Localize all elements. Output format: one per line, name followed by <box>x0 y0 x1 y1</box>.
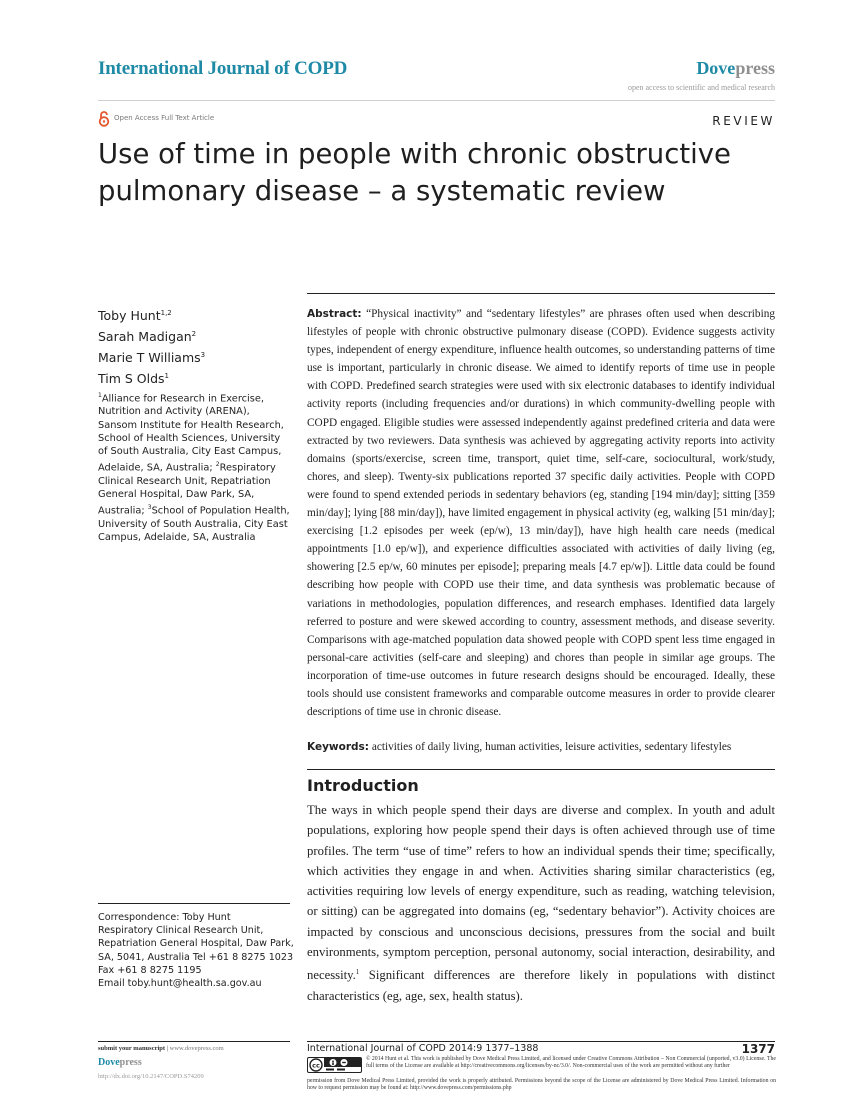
creative-commons-icon[interactable] <box>307 1057 362 1073</box>
open-access-icon <box>98 111 110 127</box>
license-text: © 2014 Hunt et al. This work is published by Dove Medical Press Limited, and licensed under Creative Commons Attribution – Non Commercial (unported, v3.0) License. The full terms of the License are available at http://creativecommons.org/licenses/by-nc/3.0/. Non-commercial uses of the work are permitted without any further <box>366 1056 776 1070</box>
correspondence-email[interactable]: Email toby.hunt@health.sa.gov.au <box>98 978 262 990</box>
author: Tim S Olds$^1$ <box>98 371 170 387</box>
svg-text:cc: cc <box>312 1061 320 1070</box>
journal-name[interactable]: International Journal of COPD <box>98 58 348 79</box>
affiliations: $^1$Alliance for Research in Exercise, Nutrition and Activity (ARENA), Sansom Institute for Health Research, School of Health Sciences, University of South Australia, City East Campus, Adelaide, SA, Australia; $^2$Respiratory Clinical Research Unit, Repatriation General Hospital, Daw Park, SA, Australia; $^3$School of Population Health, University of South Australia, City East Campus, Adelaide, SA, Australia <box>98 392 290 543</box>
keywords-label: Keywords: <box>307 741 369 753</box>
abstract-top-divider <box>307 293 775 294</box>
abstract-label: Abstract: <box>307 308 362 320</box>
introduction-divider <box>307 769 775 770</box>
footer-publisher-logo[interactable]: Dovepress <box>98 1057 142 1068</box>
journal-citation: International Journal of COPD 2014:9 1377–1388 <box>307 1043 539 1054</box>
publisher-logo-press: press <box>735 58 775 78</box>
correspondence-divider <box>98 903 290 904</box>
author-list <box>98 304 205 389</box>
article-type: REVIEW <box>712 114 775 128</box>
keywords <box>307 738 775 756</box>
abstract <box>307 305 775 721</box>
author: Toby Hunt$^{1,2}$ <box>98 308 172 324</box>
license-text-continued: permission from Dove Medical Press Limited, provided the work is properly attributed. Permissions beyond the scope of the License are administered by Dove Medical Press Limited. Information on how to request permission may be found at: http://www.dovepress.com/permissions.php <box>307 1078 776 1092</box>
publisher-tagline: open access to scientific and medical research <box>627 83 775 92</box>
abstract-text: “Physical inactivity” and “sedentary lifestyles” are phrases often used when describing lifestyles of people with chronic obstructive pulmonary disease (COPD). Evidence suggests activity types, independent of energy expenditure, influence health outcomes, so understanding patterns of time use is important, particularly in chronic disease. We aimed to identify reports of time use in people with COPD. Predefined search strategies were used with six electronic databases to identify individual activity reports (including frequencies and/or durations) in which community-dwelling people with COPD engaged. Eligible studies were assessed independently against predefined criteria and data were extracted by two reviewers. Data synthesis was achieved by aggregating activity reports into activity domains (sports/exercise, screen time, transport, quiet time, self-care, sociocultural, work/study, chores, and sleep). Twenty-six publications reported 37 specific daily activities. People with COPD were found to spend extended periods in sedentary behaviors (eg, standing [194 min/day]; sitting [359 min/day]; lying [88 min/day]), have limited engagement in physical activity (eg, walking [51 min/day]; exercising [1.2 episodes per week (ep/w), 13 min/day]), have high health care needs (medical appointments [1.0 ep/w]), and experience difficulties associated with activities of daily living (eg, showering [2.5 ep/w, 60 minutes per episode]; preparing meals [4.7 ep/w]). Little data could be found describing how people with COPD use their time, and data synthesis was problematic because of variations in methodologies, population differences, and research emphases. Identified data largely referred to posture and were skewed according to country, assessment methods, and disease severity. Comparisons with age-matched population data showed people with COPD spent less time engaged in personal-care activities (self-care and sleeping) and chores than people in similar age groups. The incorporation of time-use outcomes in future research designs should be encouraged. Ideally, these tools should use consistent frameworks and comparable outcome measures in order to provide clearer descriptions of time use in chronic disease. <box>307 308 776 719</box>
page-number: 1377 <box>741 1042 775 1056</box>
author: Marie T Williams$^3$ <box>98 350 206 366</box>
open-access-label: Open Access Full Text Article <box>114 114 215 122</box>
introduction-heading: Introduction <box>307 776 419 795</box>
submit-manuscript-link[interactable]: submit your manuscript | www.dovepress.com <box>98 1045 224 1052</box>
footer-left-divider <box>98 1041 290 1042</box>
introduction-paragraph: The ways in which people spend their days are diverse and complex. In youth and adult populations, exploring how people spend their days is often achieved through use of time profiles. The term “use of time” refers to how an individual spends their time; specifically, which activities they engage in and when. Activities sharing similar characteristics (eg, activities requiring low levels of energy expenditure, such as reading, watching television, or sitting) can be aggregated into domains (eg, “sedentary behavior”). Activity choices are impacted by conscious and unconscious decisions, pressures from the social and built environments, symptom perception, personal autonomy, social interaction, desirability, and necessity.$^1$ Significant differences are therefore likely in populations with distinct characteristics (eg, age, sex, health status). <box>307 803 775 1003</box>
doi-link[interactable]: http://dx.doi.org/10.2147/COPD.S74209 <box>98 1073 204 1080</box>
article-title: Use of time in people with chronic obstructive pulmonary disease – a systematic review <box>98 138 731 207</box>
correspondence: Correspondence: Toby Hunt Respiratory Clinical Research Unit, Repatriation General Hospital, Daw Park, SA, 5041, Australia Tel +61 8 8275 1023 Fax +61 8 8275 1195 Email toby.hunt@health.sa.gov.au <box>98 911 298 990</box>
header-divider <box>98 100 775 101</box>
publisher-logo-dove: Dove <box>696 58 736 78</box>
publisher-logo[interactable] <box>696 58 775 79</box>
keywords-text: activities of daily living, human activities, leisure activities, sedentary lifestyles <box>371 741 732 753</box>
author: Sarah Madigan$^2$ <box>98 329 197 345</box>
footer-right-divider <box>307 1041 775 1042</box>
reference-marker[interactable]: 1 <box>355 968 360 977</box>
